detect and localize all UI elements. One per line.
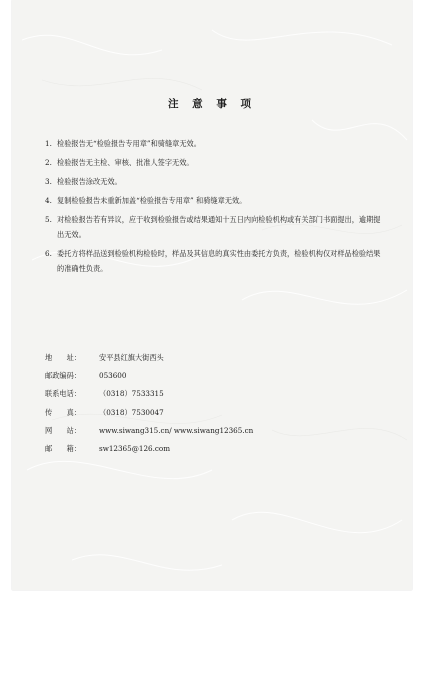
contact-label: 邮 箱： (45, 443, 81, 453)
notice-item-number: 3. (45, 177, 52, 186)
notice-item-text: 对检验报告若有异议，应于收到检验报告或结果通知十五日内向检验机构或有关部门书面提出，逾期提出无效。 (57, 215, 381, 239)
notice-item (45, 246, 385, 276)
paper-texture (12, 0, 412, 590)
contact-fax (45, 404, 385, 422)
contact-label: 网 站： (45, 425, 81, 435)
contact-value: （0318）7530047 (99, 407, 164, 417)
notice-item-number: 4. (45, 196, 52, 205)
notice-list (45, 136, 385, 280)
contact-label: 地 址： (45, 353, 81, 362)
notice-item-number: 2. (45, 158, 52, 167)
notice-item-text: 检验报告涂改无效。 (57, 177, 122, 186)
contact-value: （0318）7533315 (99, 389, 164, 399)
notice-title: 注 意 事 项 (168, 98, 256, 110)
contact-address (45, 349, 385, 367)
contact-value: www.siwang315.cn/ www.siwang12365.cn (99, 425, 254, 435)
notice-item (45, 193, 385, 208)
contact-website (45, 422, 385, 440)
contact-label: 联系电话： (45, 389, 81, 399)
notice-item-number: 5. (45, 215, 52, 224)
contact-value: 安平县红旗大街西头 (99, 353, 164, 362)
contact-label: 传 真： (45, 407, 81, 417)
contact-value: sw12365@126.com (99, 443, 171, 453)
notice-item-number: 1. (45, 139, 52, 148)
notice-item (45, 136, 385, 151)
contact-label: 邮政编码： (45, 371, 81, 381)
notice-item-text: 检验报告无“检验报告专用章”和骑缝章无效。 (57, 139, 201, 148)
notice-item-text: 复制检验报告未重新加盖“检验报告专用章” 和骑缝章无效。 (57, 196, 247, 205)
notice-item (45, 155, 385, 170)
notice-item (45, 212, 385, 242)
contact-postcode (45, 367, 385, 385)
contact-value: 053600 (99, 371, 127, 381)
contact-email (45, 440, 385, 458)
notice-item-number: 6. (45, 249, 52, 258)
notice-item (45, 174, 385, 189)
notice-item-text: 检验报告无主检、审核、批准人签字无效。 (57, 158, 194, 167)
notice-item-text: 委托方将样品送到检验机构检验时，样品及其信息的真实性由委托方负责，检验机构仅对样品检验结果的准确性负责。 (57, 249, 381, 273)
contact-info (45, 349, 385, 458)
contact-phone (45, 385, 385, 403)
document-page (12, 0, 412, 590)
